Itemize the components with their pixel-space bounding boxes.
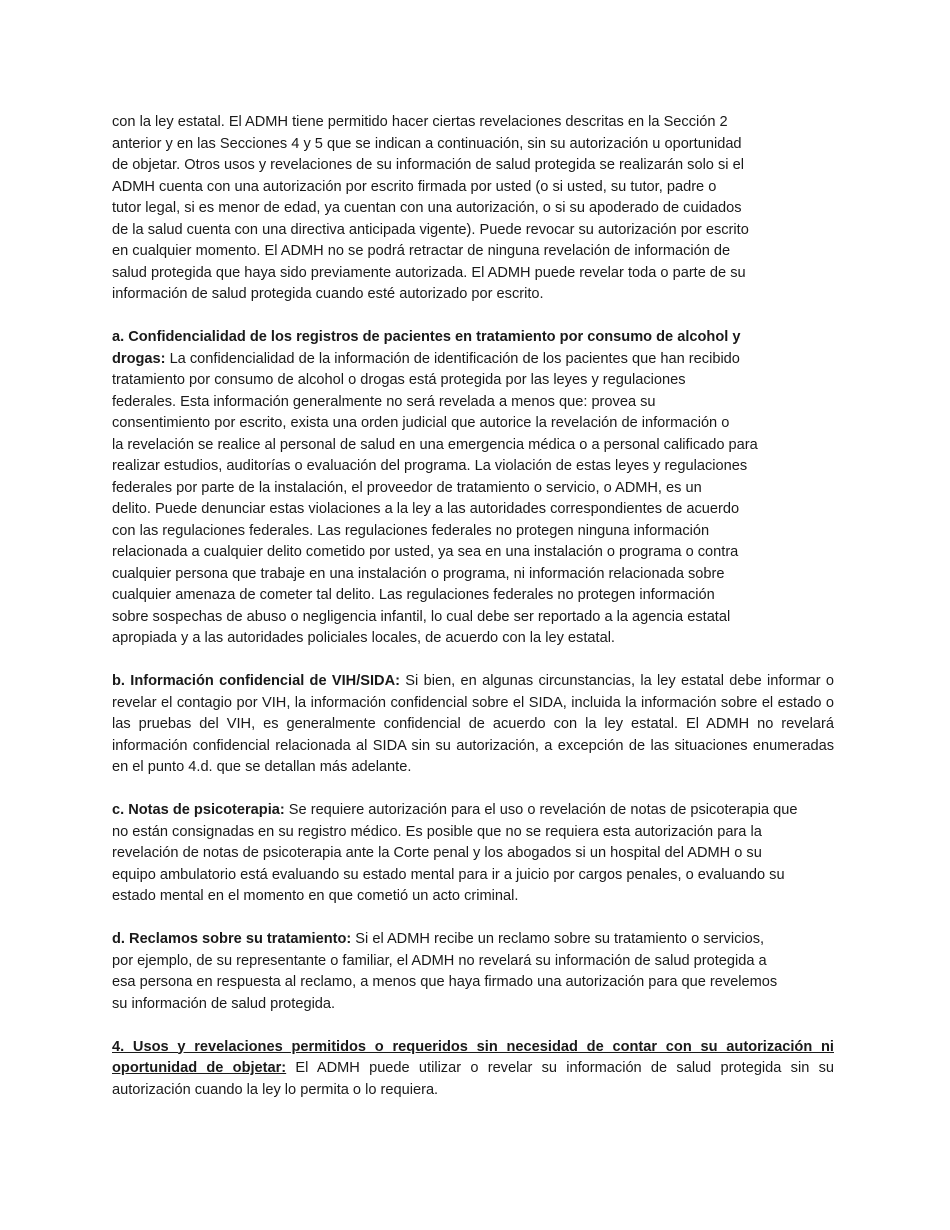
section-c-line-text: Se requiere autorización para el uso o revelación de notas de psicoterapia que bbox=[284, 802, 798, 818]
section-a-line: sobre sospechas de abuso o negligencia infantil, lo cual debe ser reportado a la agencia estatal bbox=[112, 608, 731, 625]
section-4-body: El ADMH puede utilizar o revelar su información de salud protegida sin su autorización cuando la ley lo permita o lo requiera. bbox=[112, 1060, 834, 1098]
section-d-line-text: Si el ADMH recibe un reclamo sobre su tratamiento o servicios, bbox=[351, 931, 765, 947]
intro-line: anterior y en las Secciones 4 y 5 que se indican a continuación, sin su autorización u oportunidad bbox=[112, 135, 742, 152]
section-a-line: con las regulaciones federales. Las regulaciones federales no protegen ninguna información bbox=[112, 522, 710, 539]
section-c-heading: c. Notas de psicoterapia: bbox=[112, 802, 285, 818]
section-b-paragraph bbox=[112, 671, 834, 779]
section-a-heading: a. Confidencialidad de los registros de pacientes en tratamiento por consumo de alcohol y bbox=[112, 329, 741, 345]
intro-paragraph bbox=[112, 112, 834, 306]
section-d-line: su información de salud protegida. bbox=[112, 995, 336, 1012]
section-d-line: esa persona en respuesta al reclamo, a menos que haya firmado una autorización para que revelemos bbox=[112, 974, 778, 990]
section-a-line: federales. Esta información generalmente no será revelada a menos que: provea su bbox=[112, 393, 656, 410]
section-a-line: relacionada a cualquier delito cometido por usted, ya sea en una instalación o programa o contra bbox=[112, 544, 739, 560]
section-b-body: Si bien, en algunas circunstancias, la ley estatal debe informar o revelar el contagio por VIH, la información confidencial sobre el SIDA, incluida la información sobre el estado o las pruebas del VIH, es generalmente confidencial de acuerdo con la ley estatal. El ADMH no revelará información confidencial relacionada al SIDA sin su autorización, a excepción de las situaciones enumeradas en el punto 4.d. que se detallan más adelante. bbox=[112, 673, 834, 775]
section-d-paragraph bbox=[112, 929, 834, 1015]
section-a-line: apropiada y a las autoridades policiales locales, de acuerdo con la ley estatal. bbox=[112, 630, 615, 646]
section-a-line: realizar estudios, auditorías o evaluación del programa. La violación de estas leyes y regulaciones bbox=[112, 458, 748, 474]
intro-line: salud protegida que haya sido previamente autorizada. El ADMH puede revelar toda o parte de su bbox=[112, 264, 746, 281]
section-b-heading: b. Información confidencial de VIH/SIDA: bbox=[112, 673, 400, 689]
section-a-line bbox=[112, 349, 834, 371]
intro-line: con la ley estatal. El ADMH tiene permitido hacer ciertas revelaciones descritas en la Sección 2 bbox=[112, 114, 728, 130]
intro-line: de objetar. Otros usos y revelaciones de su información de salud protegida se realizarán solo si el bbox=[112, 157, 744, 173]
intro-line: de la salud cuenta con una directiva anticipada vigente). Puede revocar su autorización por escrito bbox=[112, 221, 749, 238]
section-a-paragraph bbox=[112, 327, 834, 650]
section-c-line: equipo ambulatorio está evaluando su estado mental para ir a juicio por cargos penales, o evaluando su bbox=[112, 866, 785, 883]
section-a-line: cualquier amenaza de cometer tal delito. Las regulaciones federales no protegen información bbox=[112, 587, 715, 603]
section-a-heading-end: drogas: bbox=[112, 350, 166, 367]
section-c-line: revelación de notas de psicoterapia ante la Corte penal y los abogados si un hospital del ADMH o su bbox=[112, 845, 762, 861]
section-4-paragraph bbox=[112, 1037, 834, 1102]
section-d-line: por ejemplo, de su representante o familiar, el ADMH no revelará su información de salud protegida a bbox=[112, 952, 767, 969]
intro-line: en cualquier momento. El ADMH no se podrá retractar de ninguna revelación de información de bbox=[112, 243, 731, 259]
section-a-line-text: La confidencialidad de la información de identificación de los pacientes que han recibido bbox=[165, 350, 740, 367]
intro-line: ADMH cuenta con una autorización por escrito firmada por usted (o si usted, su tutor, padre o bbox=[112, 178, 717, 195]
section-a-line: consentimiento por escrito, exista una orden judicial que autorice la revelación de información o bbox=[112, 415, 730, 431]
section-c-paragraph bbox=[112, 800, 834, 908]
section-a-line: la revelación se realice al personal de salud en una emergencia médica o a personal calificado para bbox=[112, 436, 758, 453]
section-a-line: tratamiento por consumo de alcohol o drogas está protegida por las leyes y regulaciones bbox=[112, 372, 686, 388]
section-d-heading: d. Reclamos sobre su tratamiento: bbox=[112, 931, 352, 947]
section-c-line bbox=[112, 800, 834, 822]
intro-line: información de salud protegida cuando esté autorizado por escrito. bbox=[112, 286, 544, 302]
intro-line: tutor legal, si es menor de edad, ya cuentan con una autorización, o si su apoderado de cuidados bbox=[112, 200, 742, 216]
section-c-line: estado mental en el momento en que cometió un acto criminal. bbox=[112, 888, 519, 904]
document-page bbox=[112, 112, 834, 1123]
section-c-line: no están consignadas en su registro médico. Es posible que no se requiera esta autorización para la bbox=[112, 823, 762, 840]
section-d-line bbox=[112, 929, 834, 951]
section-4-heading: 4. Usos y revelaciones permitidos o requeridos sin necesidad de contar con su autorización ni oportunidad de objetar: bbox=[112, 1038, 834, 1076]
section-a-line: federales por parte de la instalación, el proveedor de tratamiento o servicio, o ADMH, es un bbox=[112, 479, 702, 496]
section-a-line: delito. Puede denunciar estas violaciones a la ley a las autoridades correspondientes de acuerdo bbox=[112, 501, 740, 517]
section-a-line: cualquier persona que trabaje en una instalación o programa, ni información relacionada sobre bbox=[112, 565, 725, 582]
